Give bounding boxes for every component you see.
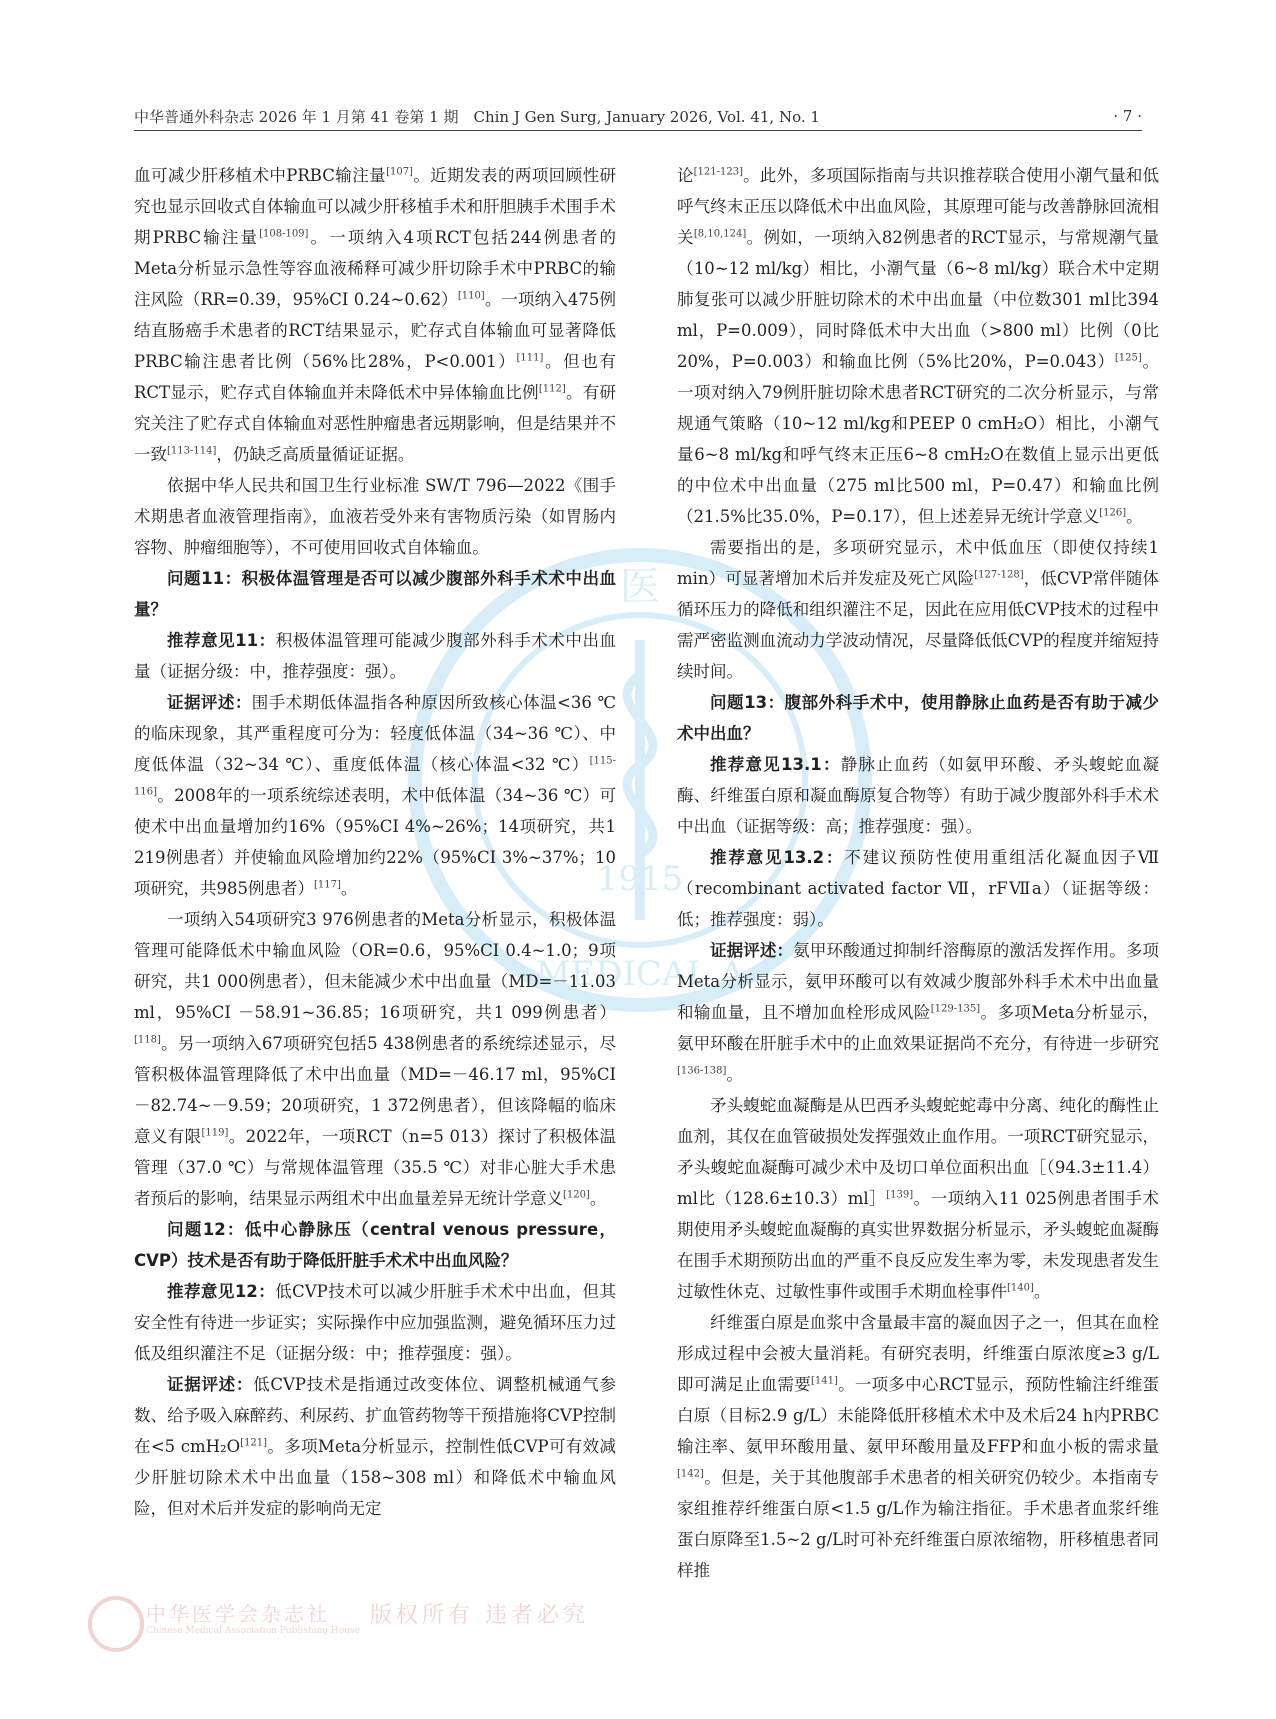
citation-ref: [108-109] (259, 228, 309, 240)
citation-ref: [127-128] (974, 569, 1024, 581)
recommendation-label: 推荐意见12： (167, 1282, 276, 1301)
evidence (134, 687, 616, 904)
citation-ref: [107] (386, 166, 413, 178)
citation-ref: [125] (1114, 352, 1142, 364)
citation-ref: [120] (563, 1189, 590, 1201)
citation-ref: [142] (677, 1468, 704, 1480)
paragraph: 纤维蛋白原是血浆中含量最丰富的凝血因子之一，但其在血栓形成过程中会被大量消耗。有研究表明，纤维蛋白原浓度≥3 g/L即可满足止血需要[141]。一项多中心RCT显示，预防性输注纤维蛋白原（目标2.9 g/L）未能降低肝移植术术中及术后24 h内PRBC输注率、氨甲环酸用量、氨甲环酸用量及FFP和血小板的需求量[142]。但是，关于其他腹部手术患者的相关研究仍较少。本指南专家组推荐纤维蛋白原<1.5 g/L作为输注指征。手术患者血浆纤维蛋白原降至1.5~2 g/L时可补充纤维蛋白原浓缩物，肝移植患者同样推 (677, 1313, 1159, 1580)
citation-ref: [8,10,124] (693, 228, 747, 240)
recommendation (677, 749, 1159, 842)
question-heading: 问题11：积极体温管理是否可以减少腹部外科手术术中出血量？ (134, 569, 616, 619)
paragraph: 血可减少肝移植术中PRBC输注量[107]。近期发表的两项回顾性研究也显示回收式自体输血可以减少肝移植手术和肝胆胰手术围手术期PRBC输注量[108-109]。一项纳入4项RCT包括244例患者的Meta分析显示急性等容血液稀释可减少肝切除手术中PRBC的输注风险（RR=0.39，95%CI 0.24~0.62）[110]。一项纳入475例结直肠癌手术患者的RCT结果显示，贮存式自体输血可显著降低PRBC输注患者比例（56%比28%，P<0.001）[111]。但也有RCT显示，贮存式自体输血并未降低术中异体输血比例[112]。有研究关注了贮存式自体输血对恶性肿瘤患者远期影响，但是结果并不一致[113-114]，仍缺乏高质量循证证据。 (134, 166, 617, 464)
evidence (677, 935, 1159, 1090)
citation-ref: [117] (314, 879, 341, 891)
question-heading: 问题13：腹部外科手术中，使用静脉止血药是否有助于减少术中出血？ (677, 693, 1159, 743)
citation-ref: [115-116] (134, 755, 616, 798)
watermark-ring-text: MEDICAL A (535, 954, 745, 994)
publisher-name-cn: 中华医学会杂志社 (146, 1602, 330, 1626)
left-column (134, 160, 616, 1524)
citation-ref: [136-138] (677, 1065, 727, 1077)
paragraph: 一项纳入54项研究3 976例患者的Meta分析显示，积极体温管理可能降低术中输血风险（OR=0.6，95%CI 0.4~1.0；9项研究，共1 000例患者），但未能减少术中出血量（MD=－11.03 ml，95%CI －58.91~36.85；16项研究，共1 099例患者）[118]。另一项纳入67项研究包括5 438例患者的系统综述显示，尽管积极体温管理降低了术中出血量（MD=－46.17 ml，95%CI －82.74~－9.59；20项研究，1 372例患者），但该降幅的临床意义有限[119]。2022年，一项RCT（n=5 013）探讨了积极体温管理（37.0 ℃）与常规体温管理（35.5 ℃）对非心脏大手术患者预后的影响，结果显示两组术中出血量差异无统计学意义[120]。 (134, 910, 617, 1208)
citation-ref: [139] (886, 1189, 914, 1201)
question-heading: 问题12：低中心静脉压（central venous pressure，CVP）技术是否有助于降低肝脏手术术中出血风险？ (134, 1220, 616, 1270)
paragraph: 论[121-123]。此外，多项国际指南与共识推荐联合使用小潮气量和低呼气终末正压以降低术中出血风险，其原理可能与改善静脉回流相关[8,10,124]。例如，一项纳入82例患者的RCT显示，与常规潮气量（10~12 ml/kg）相比，小潮气量（6~8 ml/kg）联合术中定期肺复张可以减少肝脏切除术的术中出血量（中位数301 ml比394 ml，P=0.009），同时降低术中大出血（>800 ml）比例（0比20%，P=0.003）和输血比例（5%比20%，P=0.043）[125]。一项对纳入79例肝脏切除术患者RCT研究的二次分析显示，与常规通气策略（10~12 ml/kg和PEEP 0 cmH₂O）相比，小潮气量6~8 ml/kg和呼气终末正压6~8 cmH₂O在数值上显示出更低的中位术中出血量（275 ml比500 ml，P=0.47）和输血比例（21.5%比35.0%，P=0.17），但上述差异无统计学意义[126]。 (677, 166, 1160, 526)
header-rule (134, 130, 1142, 131)
citation-ref: [113-114] (167, 445, 217, 457)
publisher-name-en: Chinese Medical Association Publishing House (146, 1626, 360, 1636)
citation-ref: [118] (134, 1034, 161, 1046)
evidence-text: 低CVP技术是指通过改变体位、调整机械通气参数、给予吸入麻醉药、利尿药、扩血管药物等干预措施将CVP控制在<5 cmH₂O[121]。多项Meta分析显示，控制性低CVP可有效减少肝脏切除术术中出血量（158~308 ml）和降低术中输血风险，但对术后并发症的影响尚无定 (134, 1375, 616, 1518)
citation-ref: [140] (1007, 1282, 1034, 1294)
citation-ref: [121-123] (693, 166, 743, 178)
recommendation-text: 低CVP技术可以减少肝脏手术术中出血，但其安全性有待进一步证实；实际操作中应加强监测，避免循环压力过低及组织灌注不足（证据分级：中；推荐强度：强）。 (134, 1282, 616, 1363)
citation-ref: [111] (516, 352, 544, 364)
publisher-seal-icon (88, 1596, 144, 1652)
citation-ref: [141] (811, 1375, 838, 1387)
recommendation-text: 积极体温管理可能减少腹部外科手术术中出血量（证据分级：中，推荐强度：强）。 (134, 631, 617, 681)
watermark-text-top: 医 (620, 564, 660, 610)
evidence-text: 围手术期低体温指各种原因所致核心体温<36 ℃的临床现象，其严重程度可分为：轻度低体温（34~36 ℃）、中度低体温（32~34 ℃）、重度低体温（核心体温<32 ℃）[115-116]。2008年的一项系统综述表明，术中低体温（34~36 ℃）可使术中出血量增加约16%（95%CI 4%~26%；14项研究，共1 219例患者）并使输血风险增加约22%（95%CI 3%~37%；10项研究，共985例患者）[117]。 (134, 693, 617, 898)
evidence-label: 证据评述： (710, 941, 794, 960)
recommendation (134, 1276, 616, 1369)
recommendation (677, 842, 1159, 935)
evidence (134, 1369, 616, 1524)
recommendation-label: 推荐意见11： (167, 631, 276, 650)
citation-ref: [112] (538, 383, 566, 395)
paragraph: 矛头蝮蛇血凝酶是从巴西矛头蝮蛇蛇毒中分离、纯化的酶性止血剂，其仅在血管破损处发挥强效止血作用。一项RCT研究显示，矛头蝮蛇血凝酶可减少术中及切口单位面积出血［（94.3±11.4）ml比（128.6±10.3）ml］[139]。一项纳入11 025例患者围手术期使用矛头蝮蛇血凝酶的真实世界数据分析显示，矛头蝮蛇血凝酶在围手术期预防出血的严重不良反应发生率为零，未发现患者发生过敏性休克、过敏性事件或围手术期血栓事件[140]。 (677, 1096, 1160, 1301)
journal-citation: 中华普通外科杂志 2026 年 1 月第 41 卷第 1 期 Chin J Gen Surg, January 2026, Vol. 41, No. 1 (134, 107, 820, 126)
citation-ref: [110] (457, 290, 485, 302)
recommendation (134, 625, 616, 687)
citation-ref: [119] (201, 1127, 229, 1139)
recommendation-label: 推荐意见13.2： (710, 848, 845, 867)
citation-ref: [121] (240, 1437, 268, 1449)
evidence-text: 氨甲环酸通过抑制纤溶酶原的激活发挥作用。多项Meta分析显示，氨甲环酸可以有效减少腹部外科手术术中出血量和输血量，且不增加血栓形成风险[129-135]。多项Meta分析显示，氨甲环酸在肝脏手术中的止血效果证据尚不充分，有待进一步研究[136-138]。 (677, 941, 1160, 1084)
right-column (677, 160, 1159, 1586)
copyright-slogan: 版权所有 违者必究 (370, 1603, 589, 1628)
page-number: · 7 · (1113, 107, 1142, 125)
evidence-label: 证据评述： (167, 693, 252, 712)
paragraph: 需要指出的是，多项研究显示，术中低血压（即使仅持续1 min）可显著增加术后并发症及死亡风险[127-128]，低CVP常伴随体循环压力的降低和组织灌注不足，因此在应用低CVP技术的过程中需严密监测血流动力学波动情况，尽量降低低CVP的程度并缩短持续时间。 (677, 538, 1159, 681)
citation-ref: [126] (1099, 507, 1127, 519)
recommendation-text: 静脉止血药（如氨甲环酸、矛头蝮蛇血凝酶、纤维蛋白原和凝血酶原复合物等）有助于减少腹部外科手术术中出血（证据等级：高；推荐强度：强）。 (677, 755, 1159, 836)
recommendation-label: 推荐意见13.1： (710, 755, 841, 774)
publisher-logo (80, 1590, 600, 1650)
recommendation-text: 不建议预防性使用重组活化凝血因子Ⅶ（recombinant activated factor Ⅶ，rFⅦa）（证据等级：低；推荐强度：弱）。 (677, 848, 1160, 929)
citation-ref: [129-135] (930, 1003, 981, 1015)
running-header (134, 104, 1142, 128)
watermark-year: 1915 (596, 859, 684, 899)
paragraph: 依据中华人民共和国卫生行业标准 SW/T 796—2022《围手术期患者血液管理指南》，血液若受外来有害物质污染（如胃肠内容物、肿瘤细胞等），不可使用回收式自体输血。 (134, 476, 616, 557)
evidence-label: 证据评述： (167, 1375, 254, 1394)
